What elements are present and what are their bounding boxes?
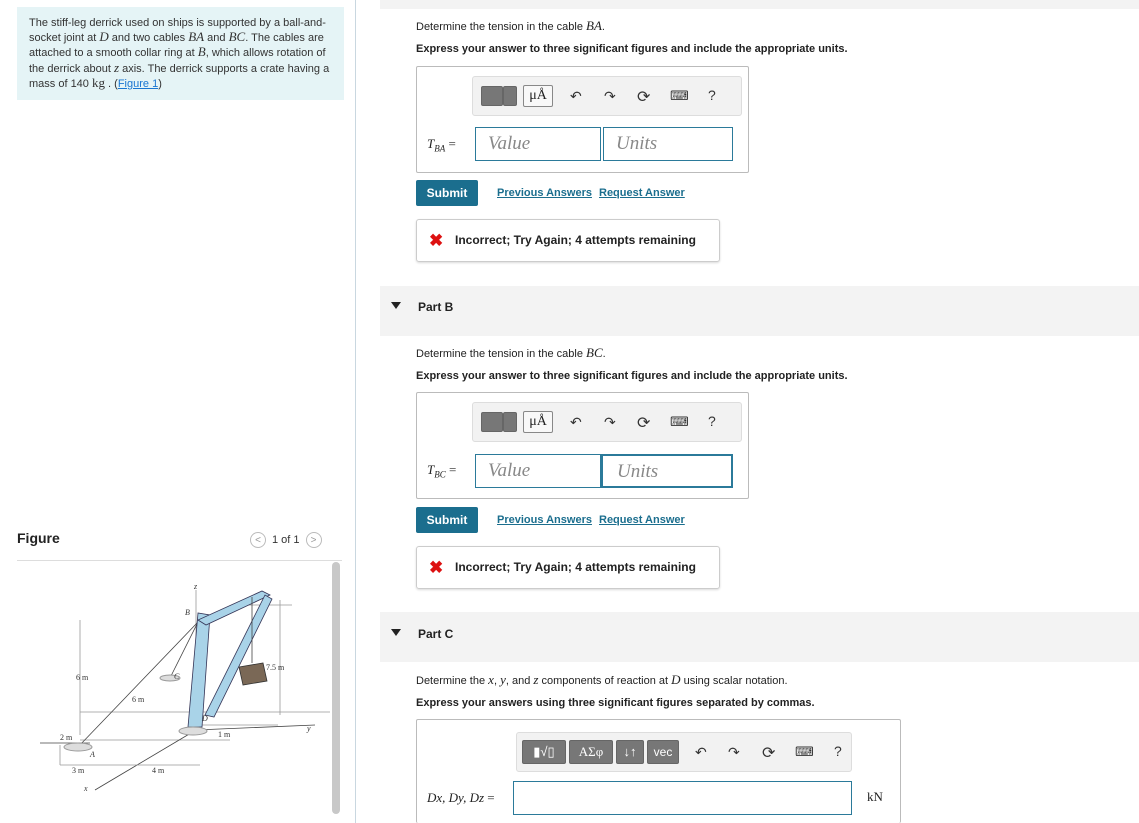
var-t: T [427,136,435,151]
dim-2m: 2 m [60,733,73,742]
var-x: x [488,672,494,687]
fig-label-y: y [307,724,311,733]
part-c-question-text: Determine the [416,675,489,687]
dim-1m: 1 m [218,730,231,739]
arrows-button[interactable]: ↓↑ [616,740,644,764]
help-icon[interactable]: ? [834,743,842,759]
part-b-variable [427,462,456,480]
var-ba: BA [188,29,205,45]
prev-figure-icon[interactable]: < [250,532,266,548]
dim-4m: 4 m [152,766,165,775]
anchor-a [64,743,92,751]
var-b: B [197,44,206,60]
part-c-question-text: using scalar notation. [680,675,788,687]
incorrect-icon: ✖ [429,558,444,577]
template-icon[interactable] [481,412,503,432]
template-root-icon[interactable]: ▮√▯ [522,740,566,764]
part-b-question-end: . [602,348,606,360]
problem-text: and two cables [108,32,189,45]
part-c-variables [427,790,495,806]
problem-text: ) [158,77,162,90]
problem-text: , which allows rotation of the derrick about [29,47,326,75]
redo-icon[interactable]: ↷ [604,88,616,104]
part-c-answer-box [416,719,901,823]
help-icon[interactable]: ? [708,87,716,103]
var-z: z [533,672,539,687]
part-c-header-band[interactable] [380,612,1139,662]
part-a-units-input[interactable]: Units [603,127,733,161]
undo-icon[interactable]: ↶ [695,744,707,760]
template-icon-2[interactable] [503,86,517,106]
fig-label-d: D [202,714,208,723]
part-b-collapse-icon[interactable] [391,302,401,309]
equals-sign: = [487,790,495,805]
fig-label-c: C [174,672,180,681]
var-d: D [671,672,681,687]
problem-text: The stiff-leg derrick used on ships is supported by a ball-and-socket joint at [29,17,326,45]
unit-kg: kg [91,74,105,90]
part-c-answer-input[interactable] [513,781,852,815]
var-sub: BC [434,469,446,480]
template-icon-2[interactable] [503,412,517,432]
units-mu-button[interactable]: μÅ [523,85,553,107]
redo-icon[interactable]: ↷ [728,744,740,760]
part-b-answer-box [416,392,749,499]
fig-label-z: z [194,582,198,591]
part-a-answer-box [416,66,749,173]
part-b-question-var: BC [586,345,603,360]
part-b-request-answer-link[interactable]: Request Answer [599,514,685,526]
figure-title: Figure [17,530,60,546]
incorrect-icon: ✖ [429,231,444,250]
next-figure-icon[interactable]: > [306,532,322,548]
problem-text: axis. The derrick supports a crate having a mass of 140 [29,62,330,90]
reset-icon[interactable]: ⟳ [637,415,651,432]
var-y: y [500,672,506,687]
part-b-submit-button[interactable]: Submit [416,507,478,533]
part-a-feedback [416,219,720,262]
part-a-header-band [380,0,1139,9]
var-z: z [114,59,120,75]
pager-count: 1 of 1 [272,534,300,546]
problem-text: . ( [104,77,118,90]
part-a-question-text: Determine the tension in the cable [416,21,586,33]
part-c-toolbar [516,732,852,772]
part-b-question [416,345,606,361]
template-icon[interactable] [481,86,503,106]
part-a-variable [427,136,456,154]
keyboard-icon[interactable]: ⌨ [670,414,689,429]
part-c-question-text: components of reaction at [538,675,672,687]
part-a-question-end: . [601,21,605,33]
fig-label-x: x [84,784,88,793]
var-t: T [427,462,435,477]
help-icon[interactable]: ? [708,413,716,429]
part-b-value-input[interactable]: Value [475,454,601,488]
socket-base [179,727,207,735]
reset-icon[interactable]: ⟳ [762,745,776,762]
figure-scrollbar[interactable] [332,562,340,814]
part-b-feedback-text: Incorrect; Try Again; 4 attempts remaining [455,560,696,574]
part-c-unit: kN [867,789,883,804]
part-a-instruction: Express your answer to three significant figures and include the appropriate units. [416,43,848,55]
undo-icon[interactable]: ↶ [570,88,582,104]
part-a-question [416,18,605,34]
undo-icon[interactable]: ↶ [570,414,582,430]
dim-3m: 3 m [72,766,85,775]
part-c-label[interactable]: Part C [418,627,454,641]
derrick-mast [188,613,210,727]
equals-sign: = [448,136,456,151]
fig-label-a: A [90,750,95,759]
var-sub: BA [434,143,446,154]
part-a-feedback-text: Incorrect; Try Again; 4 attempts remaining [455,233,696,247]
dim-7-5m: 7.5 m [266,663,285,672]
part-c-question [416,672,788,688]
figure-link[interactable]: Figure 1 [117,77,159,90]
keyboard-icon[interactable]: ⌨ [670,88,689,103]
part-a-question-var: BA [586,18,602,33]
problem-text: . The cables are attached to a smooth collar ring at [29,32,324,60]
greek-button[interactable]: ΑΣφ [569,740,613,764]
dim-6m-a: 6 m [76,673,89,682]
part-a-value-input[interactable]: Value [475,127,601,161]
vars-text: Dx, Dy, Dz [427,790,485,805]
part-b-previous-answers-link[interactable]: Previous Answers [497,514,592,526]
part-a-submit-button[interactable]: Submit [416,180,478,206]
vec-button[interactable]: vec [647,740,679,764]
part-c-instruction: Express your answers using three significant figures separated by commas. [416,697,815,709]
part-b-instruction: Express your answer to three significant figures and include the appropriate units. [416,370,848,382]
problem-text: and [204,32,229,45]
part-b-question-text: Determine the tension in the cable [416,348,586,360]
column-divider [355,0,356,823]
problem-statement [17,7,344,100]
crate [239,663,267,685]
var-d: D [99,29,109,45]
part-b-label[interactable]: Part B [418,300,454,314]
part-c-collapse-icon[interactable] [391,629,401,636]
figure-separator [17,560,342,561]
derrick-figure [30,575,330,800]
keyboard-icon[interactable]: ⌨ [795,744,814,759]
part-a-toolbar [472,76,742,116]
reset-icon[interactable]: ⟳ [637,89,651,106]
part-b-units-input[interactable]: Units [601,454,733,488]
units-mu-button[interactable]: μÅ [523,411,553,433]
redo-icon[interactable]: ↷ [604,414,616,430]
sep: , [493,675,501,687]
part-b-toolbar [472,402,742,442]
part-b-feedback [416,546,720,589]
fig-label-b: B [185,608,190,617]
part-a-previous-answers-link[interactable]: Previous Answers [497,187,592,199]
var-bc: BC [228,29,246,45]
figure-pager [250,532,322,548]
part-b-header-band[interactable] [380,286,1139,336]
sep: , and [505,675,534,687]
dim-6m-b: 6 m [132,695,145,704]
equals-sign: = [449,462,457,477]
part-a-request-answer-link[interactable]: Request Answer [599,187,685,199]
figure-lines [40,590,330,790]
